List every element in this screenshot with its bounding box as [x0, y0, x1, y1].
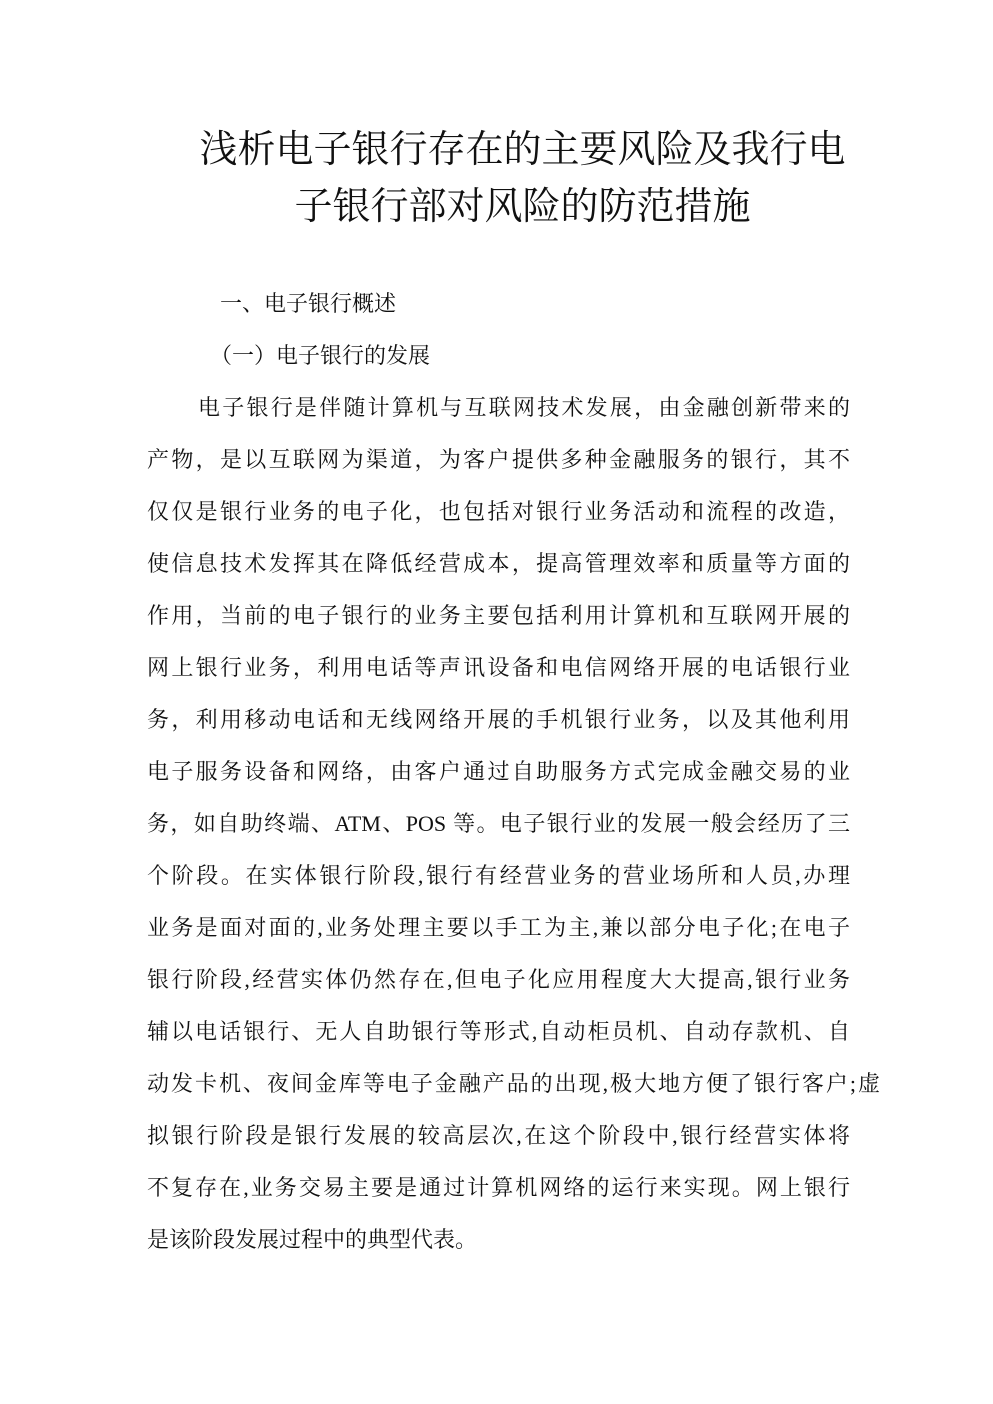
paragraph-line: 电子服务设备和网络，由客户通过自助服务方式完成金融交易的业 [147, 759, 850, 784]
paragraph-line: 网上银行业务，利用电话等声讯设备和电信网络开展的电话银行业 [147, 655, 850, 680]
paragraph-line: 是该阶段发展过程中的典型代表。 [147, 1227, 478, 1252]
title-line-1: 浅析电子银行存在的主要风险及我行电 [199, 129, 846, 171]
paragraph-line: 仅仅是银行业务的电子化，也包括对银行业务活动和流程的改造， [147, 499, 850, 524]
paragraph-line: 电子银行是伴随计算机与互联网技术发展，由金融创新带来的 [198, 395, 850, 420]
paragraph-line: 务，如自助终端、ATM、POS 等。电子银行业的发展一般会经历了三 [147, 811, 850, 836]
paragraph-line: 务，利用移动电话和无线网络开展的手机银行业务，以及其他利用 [147, 707, 850, 732]
title-line-2: 子银行部对风险的防范措施 [294, 186, 751, 228]
paragraph-line: 不复存在,业务交易主要是通过计算机网络的运行来实现。网上银行 [147, 1175, 850, 1200]
paragraph-line: 产物，是以互联网为渠道，为客户提供多种金融服务的银行，其不 [147, 447, 850, 472]
paragraph-ebank-development [147, 382, 880, 1266]
paragraph-line: 业务是面对面的,业务处理主要以手工为主,兼以部分电子化;在电子 [147, 915, 850, 940]
heading-ebank-overview: 一、电子银行概述 [220, 291, 397, 316]
paragraph-line: 使信息技术发挥其在降低经营成本，提高管理效率和质量等方面的 [147, 551, 850, 576]
paragraph-line: 辅以电话银行、无人自助银行等形式,自动柜员机、自动存款机、自 [147, 1019, 850, 1044]
document-title [0, 0, 874, 236]
paragraph-line: 拟银行阶段是银行发展的较高层次,在这个阶段中,银行经营实体将 [147, 1123, 850, 1148]
paragraph-line: 作用，当前的电子银行的业务主要包括利用计算机和互联网开展的 [147, 603, 850, 628]
document-body [147, 278, 880, 1266]
paragraph-line: 银行阶段,经营实体仍然存在,但电子化应用程度大大提高,银行业务 [147, 967, 850, 992]
paragraph-line: 动发卡机、夜间金库等电子金融产品的出现,极大地方便了银行客户;虚 [147, 1071, 880, 1096]
heading-ebank-development: （一）电子银行的发展 [210, 343, 431, 368]
paragraph-line: 个阶段。在实体银行阶段,银行有经营业务的营业场所和人员,办理 [147, 863, 850, 888]
